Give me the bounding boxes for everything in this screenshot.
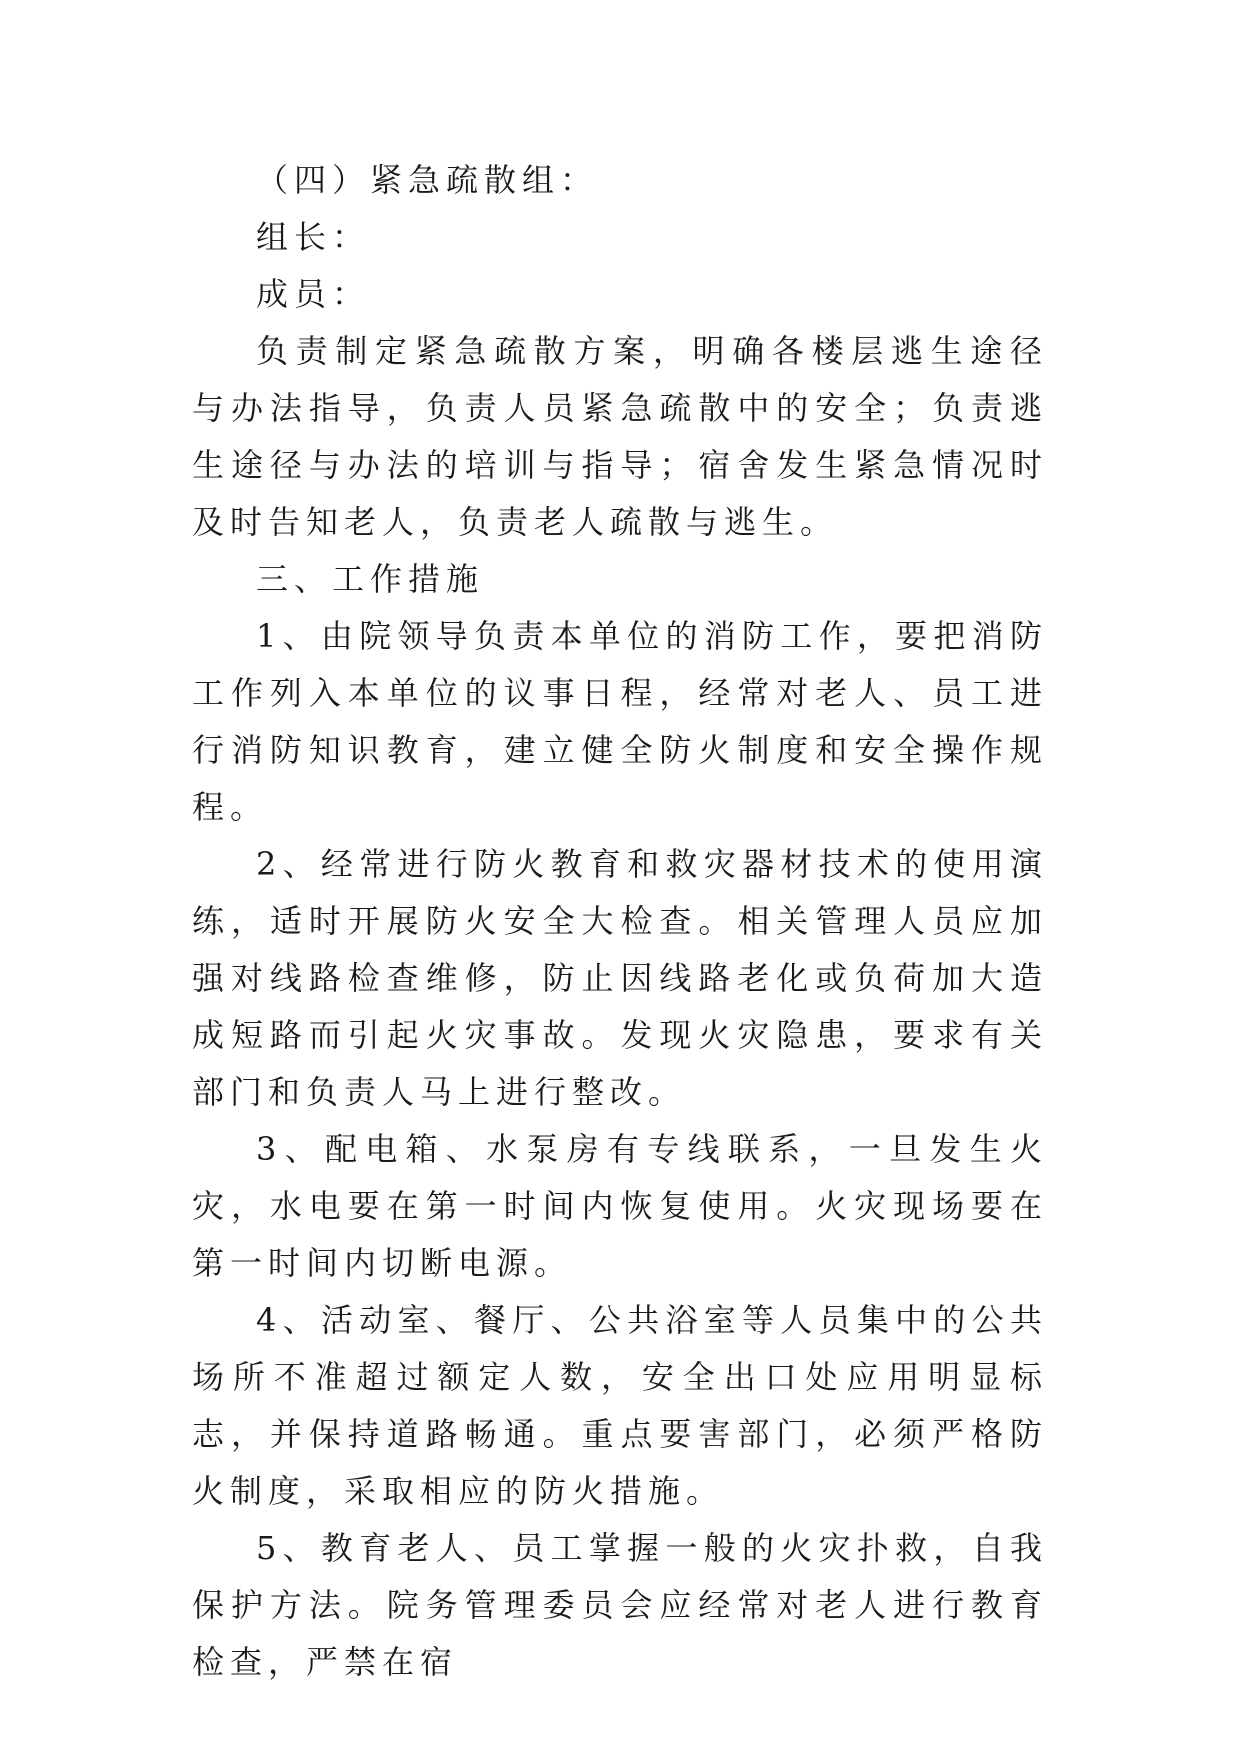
- measure-item-5: 5、教育老人、员工掌握一般的火灾扑救，自我保护方法。院务管理委员会应经常对老人进行教育检查，严禁在宿: [192, 1529, 1048, 1681]
- measure-item-2: 2、经常进行防火教育和救灾器材技术的使用演练，适时开展防火安全大检查。相关管理人员应加强对线路检查维修，防止因线路老化或负荷加大造成短路而引起火灾事故。发现火灾隐患，要求有关部门和负责人马上进行整改。: [192, 845, 1048, 1111]
- evacuation-duties-paragraph: 负责制定紧急疏散方案，明确各楼层逃生途径与办法指导，负责人员紧急疏散中的安全；负责逃生途径与办法的培训与指导；宿舍发生紧急情况时及时告知老人，负责老人疏散与逃生。: [192, 332, 1048, 541]
- section-heading-evacuation-group: （四）紧急疏散组：: [256, 161, 599, 199]
- section-heading-work-measures: 三、工作措施: [256, 560, 485, 598]
- measure-item-4: 4、活动室、餐厅、公共浴室等人员集中的公共场所不准超过额定人数，安全出口处应用明显标志，并保持道路畅通。重点要害部门，必须严格防火制度，采取相应的防火措施。: [192, 1301, 1048, 1510]
- measure-item-1: 1、由院领导负责本单位的消防工作，要把消防工作列入本单位的议事日程，经常对老人、员工进行消防知识教育，建立健全防火制度和安全操作规程。: [192, 617, 1048, 826]
- document-body: [192, 152, 1048, 1691]
- group-members-line: 成员：: [256, 275, 371, 313]
- measure-item-3: 3、配电箱、水泵房有专线联系，一旦发生火灾，水电要在第一时间内恢复使用。火灾现场要在第一时间内切断电源。: [192, 1130, 1048, 1282]
- group-leader-line: 组长：: [256, 218, 371, 256]
